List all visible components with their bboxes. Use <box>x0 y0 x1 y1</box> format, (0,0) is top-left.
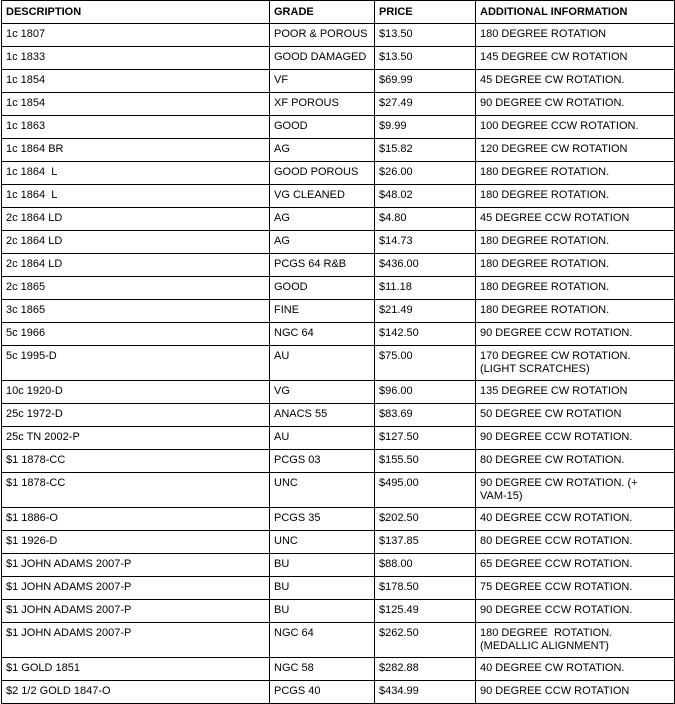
grade-cell: PCGS 40 <box>270 681 375 704</box>
description-cell: 1c 1864 L <box>2 162 270 185</box>
grade-cell: BU <box>270 577 375 600</box>
grade-cell: PCGS 03 <box>270 450 375 473</box>
price-cell: $75.00 <box>375 346 476 381</box>
grade-cell: PCGS 64 R&B <box>270 254 375 277</box>
table-row <box>2 623 675 658</box>
price-cell: $262.50 <box>375 623 476 658</box>
grade-cell: BU <box>270 554 375 577</box>
additional-information-cell: 65 DEGREE CCW ROTATION. <box>476 554 675 577</box>
description-cell: $1 JOHN ADAMS 2007-P <box>2 623 270 658</box>
price-cell: $15.82 <box>375 139 476 162</box>
table-row <box>2 208 675 231</box>
table-row <box>2 508 675 531</box>
description-cell: 5c 1966 <box>2 323 270 346</box>
grade-cell: GOOD <box>270 116 375 139</box>
table-body <box>2 24 675 704</box>
additional-information-cell: 180 DEGREE ROTATION. (MEDALLIC ALIGNMENT) <box>476 623 675 658</box>
grade-cell: UNC <box>270 531 375 554</box>
description-cell: 10c 1920-D <box>2 381 270 404</box>
grade-cell: VF <box>270 70 375 93</box>
header-row <box>2 1 675 24</box>
grade-cell: UNC <box>270 473 375 508</box>
additional-information-cell: 180 DEGREE ROTATION. <box>476 254 675 277</box>
column-header-grade: GRADE <box>270 1 375 24</box>
description-cell: 2c 1864 LD <box>2 208 270 231</box>
description-cell: $1 JOHN ADAMS 2007-P <box>2 554 270 577</box>
description-cell: 1c 1864 L <box>2 185 270 208</box>
table-row <box>2 450 675 473</box>
additional-information-cell: 180 DEGREE ROTATION. <box>476 162 675 185</box>
description-cell: 25c 1972-D <box>2 404 270 427</box>
price-cell: $83.69 <box>375 404 476 427</box>
grade-cell: XF POROUS <box>270 93 375 116</box>
grade-cell: AG <box>270 139 375 162</box>
additional-information-cell: 50 DEGREE CW ROTATION <box>476 404 675 427</box>
rotated-coins-table <box>1 0 675 704</box>
table-row <box>2 24 675 47</box>
description-cell: $1 GOLD 1851 <box>2 658 270 681</box>
table-header <box>2 1 675 24</box>
additional-information-cell: 100 DEGREE CCW ROTATION. <box>476 116 675 139</box>
description-cell: $1 JOHN ADAMS 2007-P <box>2 577 270 600</box>
grade-cell: GOOD POROUS <box>270 162 375 185</box>
price-cell: $142.50 <box>375 323 476 346</box>
description-cell: 1c 1833 <box>2 47 270 70</box>
additional-information-cell: 180 DEGREE ROTATION. <box>476 231 675 254</box>
grade-cell: GOOD DAMAGED <box>270 47 375 70</box>
price-cell: $13.50 <box>375 47 476 70</box>
table-row <box>2 185 675 208</box>
additional-information-cell: 45 DEGREE CCW ROTATION <box>476 208 675 231</box>
price-cell: $96.00 <box>375 381 476 404</box>
table-row <box>2 427 675 450</box>
price-cell: $21.49 <box>375 300 476 323</box>
grade-cell: VG CLEANED <box>270 185 375 208</box>
grade-cell: ANACS 55 <box>270 404 375 427</box>
grade-cell: NGC 58 <box>270 658 375 681</box>
table-row <box>2 346 675 381</box>
price-cell: $4.80 <box>375 208 476 231</box>
table-row <box>2 681 675 704</box>
table-row <box>2 323 675 346</box>
table-row <box>2 577 675 600</box>
description-cell: 1c 1854 <box>2 93 270 116</box>
table-row <box>2 381 675 404</box>
grade-cell: NGC 64 <box>270 623 375 658</box>
price-cell: $27.49 <box>375 93 476 116</box>
grade-cell: POOR & POROUS <box>270 24 375 47</box>
description-cell: 3c 1865 <box>2 300 270 323</box>
additional-information-cell: 145 DEGREE CW ROTATION <box>476 47 675 70</box>
description-cell: $2 1/2 GOLD 1847-O <box>2 681 270 704</box>
additional-information-cell: 135 DEGREE CW ROTATION <box>476 381 675 404</box>
column-header-additional-information: ADDITIONAL INFORMATION <box>476 1 675 24</box>
additional-information-cell: 120 DEGREE CW ROTATION <box>476 139 675 162</box>
table-row <box>2 93 675 116</box>
price-cell: $495.00 <box>375 473 476 508</box>
grade-cell: BU <box>270 600 375 623</box>
table-row <box>2 473 675 508</box>
table-row <box>2 300 675 323</box>
table-row <box>2 231 675 254</box>
table-row <box>2 531 675 554</box>
column-header-description: DESCRIPTION <box>2 1 270 24</box>
table-row <box>2 139 675 162</box>
grade-cell: VG <box>270 381 375 404</box>
description-cell: 1c 1854 <box>2 70 270 93</box>
price-cell: $127.50 <box>375 427 476 450</box>
description-cell: 5c 1995-D <box>2 346 270 381</box>
price-cell: $436.00 <box>375 254 476 277</box>
price-cell: $137.85 <box>375 531 476 554</box>
price-cell: $88.00 <box>375 554 476 577</box>
additional-information-cell: 180 DEGREE ROTATION. <box>476 300 675 323</box>
description-cell: 1c 1863 <box>2 116 270 139</box>
description-cell: $1 1926-D <box>2 531 270 554</box>
additional-information-cell: 80 DEGREE CW ROTATION. <box>476 450 675 473</box>
table-row <box>2 600 675 623</box>
column-header-price: PRICE <box>375 1 476 24</box>
additional-information-cell: 180 DEGREE ROTATION. <box>476 277 675 300</box>
grade-cell: GOOD <box>270 277 375 300</box>
table-row <box>2 70 675 93</box>
additional-information-cell: 45 DEGREE CW ROTATION. <box>476 70 675 93</box>
table-row <box>2 404 675 427</box>
description-cell: $1 1878-CC <box>2 450 270 473</box>
price-cell: $178.50 <box>375 577 476 600</box>
additional-information-cell: 180 DEGREE ROTATION. <box>476 185 675 208</box>
additional-information-cell: 180 DEGREE ROTATION <box>476 24 675 47</box>
description-cell: 2c 1864 LD <box>2 254 270 277</box>
price-cell: $26.00 <box>375 162 476 185</box>
grade-cell: NGC 64 <box>270 323 375 346</box>
price-cell: $48.02 <box>375 185 476 208</box>
grade-cell: AG <box>270 208 375 231</box>
additional-information-cell: 90 DEGREE CW ROTATION. <box>476 93 675 116</box>
additional-information-cell: 80 DEGREE CCW ROTATION. <box>476 531 675 554</box>
grade-cell: PCGS 35 <box>270 508 375 531</box>
description-cell: 2c 1864 LD <box>2 231 270 254</box>
additional-information-cell: 90 DEGREE CW ROTATION. (+ VAM-15) <box>476 473 675 508</box>
additional-information-cell: 75 DEGREE CCW ROTATION. <box>476 577 675 600</box>
additional-information-cell: 90 DEGREE CCW ROTATION <box>476 681 675 704</box>
additional-information-cell: 90 DEGREE CCW ROTATION. <box>476 427 675 450</box>
price-cell: $69.99 <box>375 70 476 93</box>
table-row <box>2 162 675 185</box>
price-cell: $434.99 <box>375 681 476 704</box>
table-row <box>2 254 675 277</box>
description-cell: 2c 1865 <box>2 277 270 300</box>
table-row <box>2 277 675 300</box>
table-row <box>2 554 675 577</box>
additional-information-cell: 90 DEGREE CCW ROTATION. <box>476 323 675 346</box>
price-cell: $9.99 <box>375 116 476 139</box>
description-cell: 25c TN 2002-P <box>2 427 270 450</box>
price-cell: $282.88 <box>375 658 476 681</box>
price-cell: $11.18 <box>375 277 476 300</box>
price-cell: $13.50 <box>375 24 476 47</box>
grade-cell: AU <box>270 427 375 450</box>
price-cell: $125.49 <box>375 600 476 623</box>
description-cell: 1c 1864 BR <box>2 139 270 162</box>
additional-information-cell: 40 DEGREE CW ROTATION. <box>476 658 675 681</box>
table-row <box>2 47 675 70</box>
grade-cell: AU <box>270 346 375 381</box>
additional-information-cell: 90 DEGREE CCW ROTATION. <box>476 600 675 623</box>
price-cell: $155.50 <box>375 450 476 473</box>
additional-information-cell: 170 DEGREE CW ROTATION. (LIGHT SCRATCHES) <box>476 346 675 381</box>
description-cell: 1c 1807 <box>2 24 270 47</box>
grade-cell: AG <box>270 231 375 254</box>
additional-information-cell: 40 DEGREE CCW ROTATION. <box>476 508 675 531</box>
price-cell: $202.50 <box>375 508 476 531</box>
table-row <box>2 658 675 681</box>
description-cell: $1 1886-O <box>2 508 270 531</box>
table-row <box>2 116 675 139</box>
grade-cell: FINE <box>270 300 375 323</box>
price-cell: $14.73 <box>375 231 476 254</box>
description-cell: $1 JOHN ADAMS 2007-P <box>2 600 270 623</box>
description-cell: $1 1878-CC <box>2 473 270 508</box>
